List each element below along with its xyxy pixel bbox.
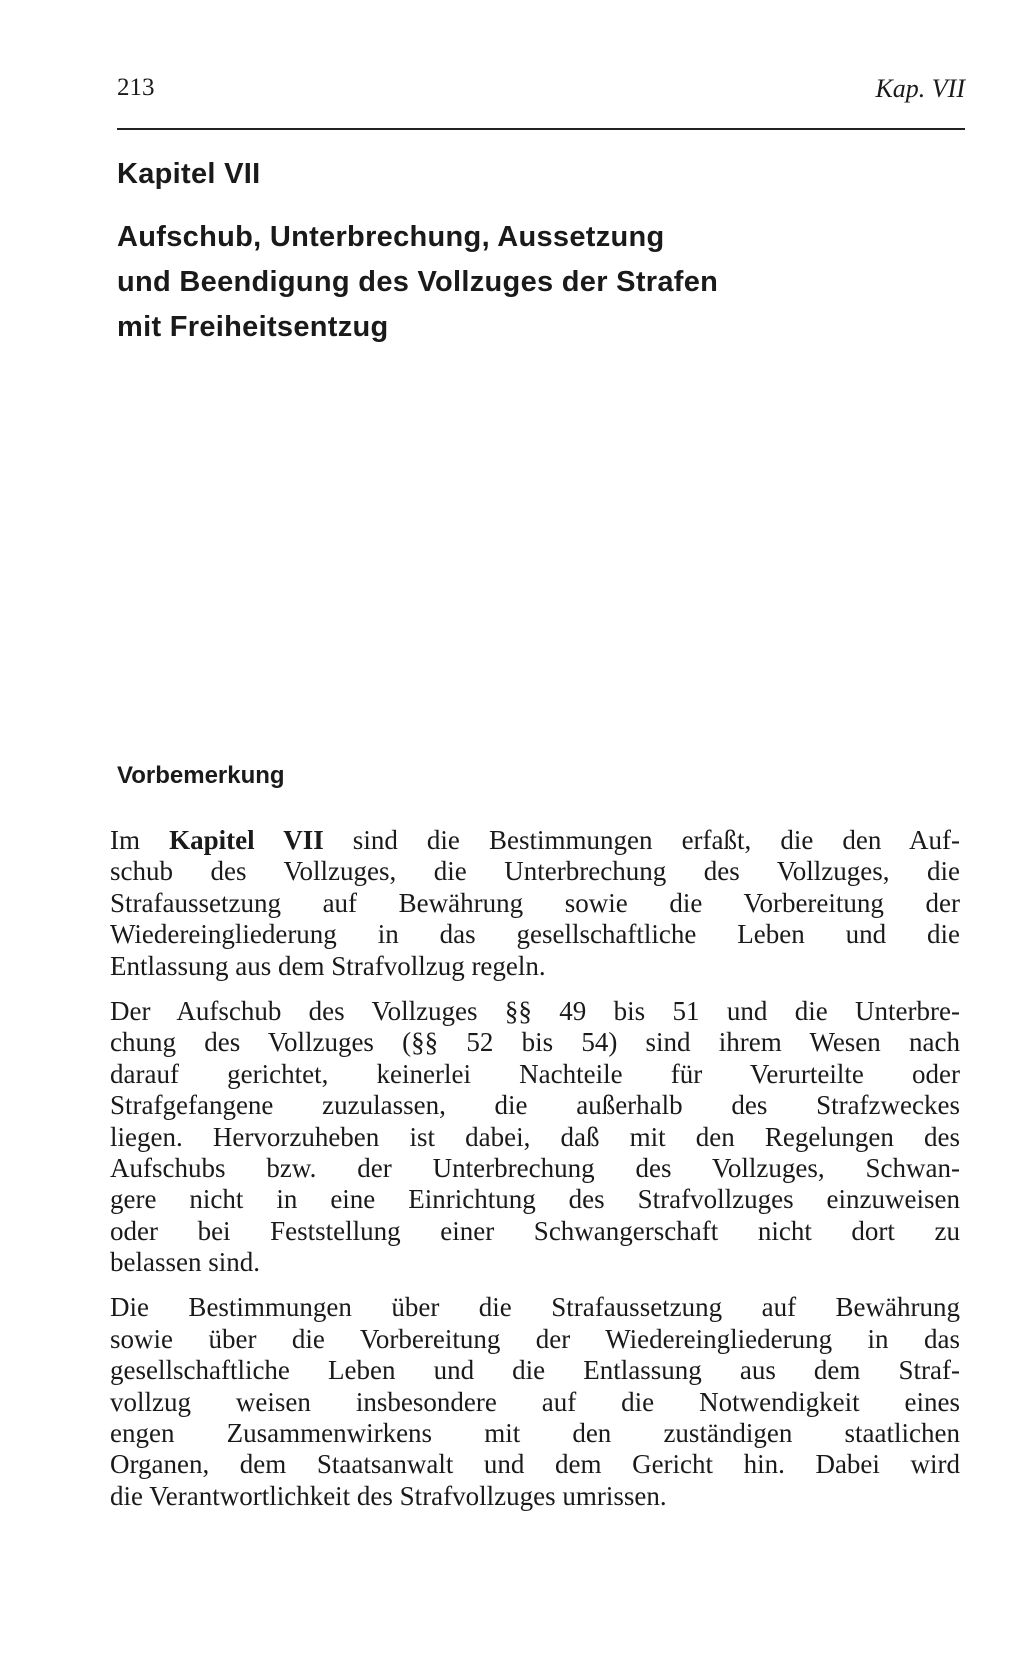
text-line: belassen sind.: [110, 1247, 260, 1278]
text-line: engen Zusammenwirkens mit den zuständigen staatlichen: [110, 1418, 960, 1449]
text-line: oder bei Feststellung einer Schwangerschaft nicht dort zu: [110, 1215, 960, 1246]
text-line: vollzug weisen insbesondere auf die Notwendigkeit eines: [110, 1386, 960, 1417]
text-line: gesellschaftliche Leben und die Entlassung aus dem Straf-: [110, 1355, 960, 1386]
text-line: Organen, dem Staatsanwalt und dem Gericht hin. Dabei wird: [110, 1449, 960, 1480]
text-line: Die Bestimmungen über die Strafaussetzung auf Bewährung: [110, 1292, 960, 1323]
text-run: Im: [110, 825, 170, 855]
chapter-title-line: Aufschub, Unterbrechung, Aussetzung: [117, 221, 665, 253]
chapter-title-line: und Beendigung des Vollzuges der Strafen: [117, 266, 719, 298]
text-line: Strafaussetzung auf Bewährung sowie die Vorbereitung der: [110, 887, 960, 918]
emphasis-text: Kapitel VII: [169, 825, 324, 855]
body-text: [110, 825, 960, 1526]
text-line: schub des Vollzuges, die Unterbrechung des Vollzuges, die: [110, 856, 960, 887]
paragraph-2: [110, 996, 960, 1279]
chapter-label: Kapitel VII: [117, 158, 261, 190]
text-line: Aufschubs bzw. der Unterbrechung des Vollzuges, Schwan-: [110, 1152, 960, 1183]
page-header: [117, 74, 965, 114]
paragraph-1: [110, 825, 960, 982]
text-line: Wiedereingliederung in das gesellschaftliche Leben und die: [110, 919, 960, 950]
text-line: darauf gerichtet, keinerlei Nachteile für Verurteilte oder: [110, 1058, 960, 1089]
text-line: Strafgefangene zuzulassen, die außerhalb des Strafzweckes: [110, 1090, 960, 1121]
text-line: gere nicht in eine Einrichtung des Strafvollzuges einzuweisen: [110, 1184, 960, 1215]
text-line: Der Aufschub des Vollzuges §§ 49 bis 51 und die Unterbre-: [110, 995, 960, 1026]
text-line: Entlassung aus dem Strafvollzug regeln.: [110, 950, 546, 981]
text-line: liegen. Hervorzuheben ist dabei, daß mit den Regelungen des: [110, 1121, 960, 1152]
chapter-title: [117, 215, 977, 350]
text-line: chung des Vollzuges (§§ 52 bis 54) sind ihrem Wesen nach: [110, 1027, 960, 1058]
paragraph-3: [110, 1292, 960, 1512]
text-line: sowie über die Vorbereitung der Wiedereingliederung in das: [110, 1323, 960, 1354]
section-heading: Vorbemerkung: [117, 762, 285, 789]
page-number: 213: [117, 74, 155, 101]
header-rule: [117, 128, 965, 130]
running-head: Kap. VII: [875, 74, 965, 103]
text-line: [110, 825, 960, 856]
text-run: sind die Bestimmungen erfaßt, die den Auf-: [323, 825, 960, 855]
text-line: die Verantwortlichkeit des Strafvollzuges umrissen.: [110, 1480, 667, 1511]
chapter-title-line: mit Freiheitsentzug: [117, 311, 389, 343]
